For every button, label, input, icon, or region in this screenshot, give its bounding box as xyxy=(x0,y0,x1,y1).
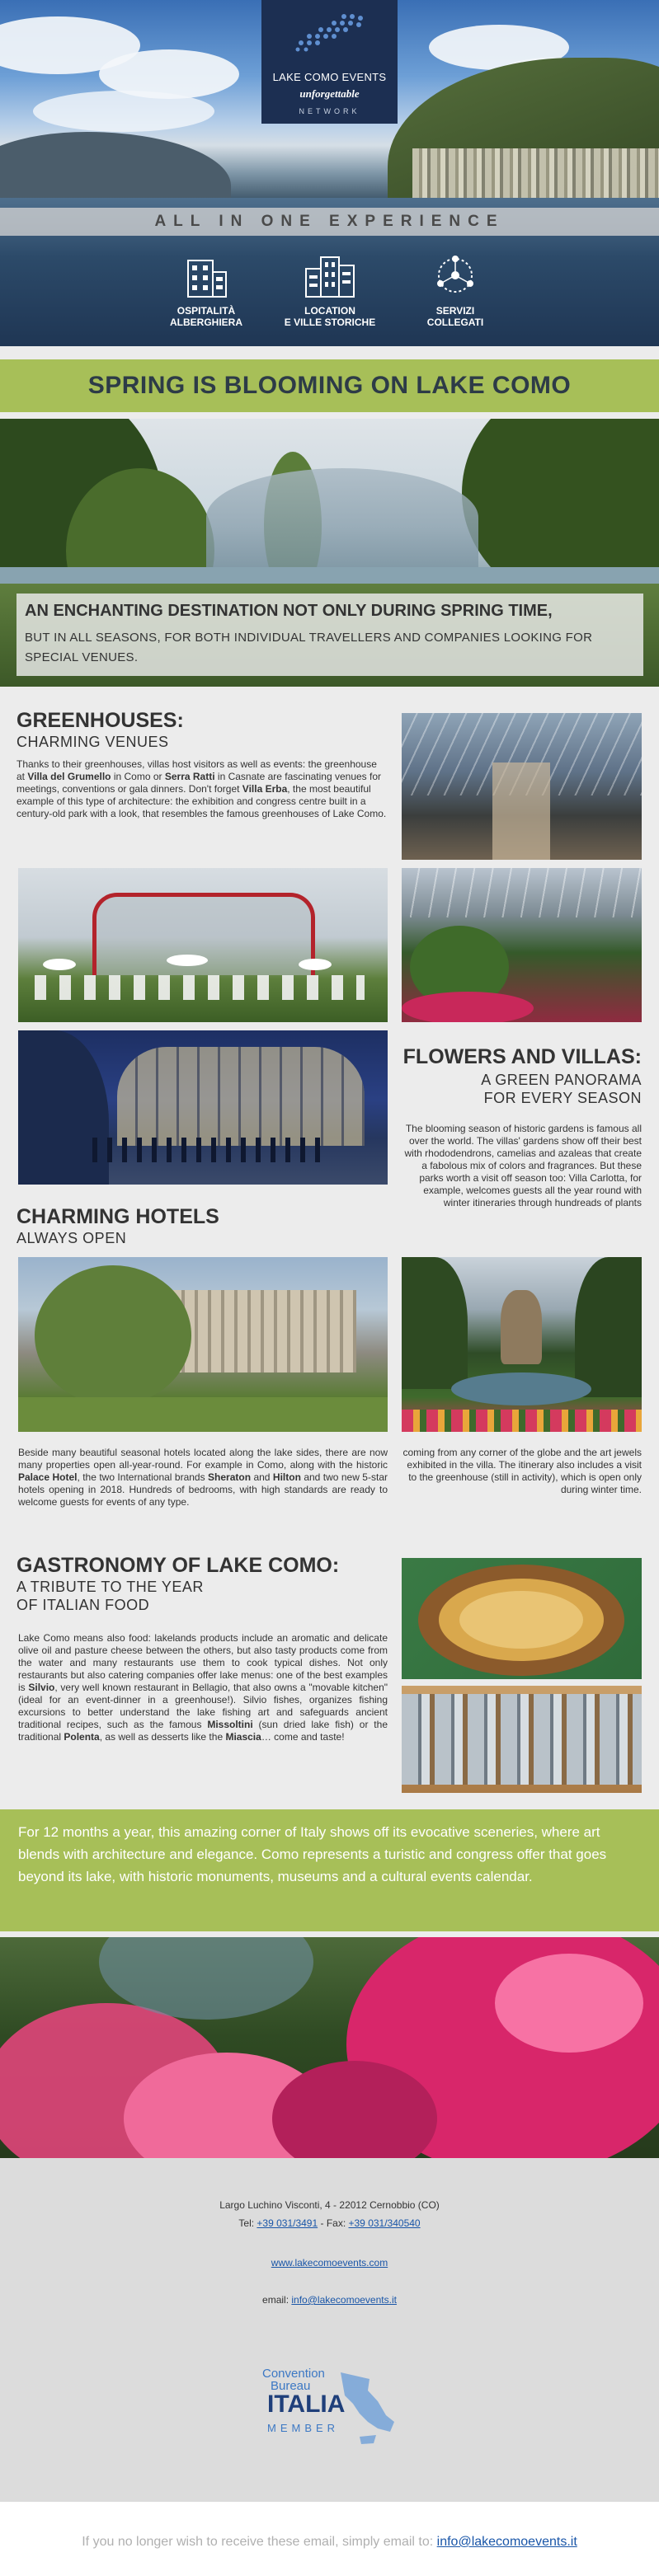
hotels-subtitle: ALWAYS OPEN xyxy=(16,1230,127,1246)
unsubscribe-email-link[interactable]: info@lakecomoevents.it xyxy=(436,2535,577,2549)
greenhouse-plants-photo xyxy=(402,868,642,1022)
greenhouse-interior-photo xyxy=(402,713,642,860)
logo-dots-icon xyxy=(294,12,369,53)
logo-tagline: unforgettable xyxy=(299,87,360,100)
flowers-text: The blooming season of historic gardens is famous all over the world. The villas' gardens show off their best with rhododendrons, camelias and azaleas that create a fabolous mix of colors and fragrances. But these parks worth a visit off season too: Villa Carlotta, for example, welcomes guests all the year round with winter itineraries through hundreads of plants xyxy=(404,1123,642,1208)
greenhouses-text: Thanks to their greenhouses, villas host visitors as well as events: the greenhouse at Villa del Grumello in Como or Serra Ratti in Casnate are fascinating venues for meetings, conventions or gala dinners. Don't forget Villa Erba, the most beautiful example of this type of architecture: the exhibition and congress centre built in a century-old park with a look, that resembles the famous greenhouses of Lake Como. xyxy=(16,758,387,819)
service-line2: COLLEGATI xyxy=(426,317,484,328)
caption-line1: AN ENCHANTING DESTINATION NOT ONLY DURING SPRING TIME, xyxy=(25,602,553,620)
service-location[interactable] xyxy=(276,252,384,328)
all-in-one-band: ALL IN ONE EXPERIENCE xyxy=(0,208,659,236)
palace-hotel-photo xyxy=(18,1257,388,1432)
flowers-subtitle-2: FOR EVERY SEASON xyxy=(483,1090,642,1106)
gastronomy-title: GASTRONOMY OF LAKE COMO: xyxy=(16,1554,340,1577)
service-line2: E VILLE STORICHE xyxy=(284,317,376,328)
page-title: SPRING IS BLOOMING ON LAKE COMO xyxy=(87,372,572,399)
service-line2: ALBERGHIERA xyxy=(169,317,242,328)
cb-member: MEMBER xyxy=(267,2422,340,2434)
como-summary-band xyxy=(0,1809,659,1931)
hero-banner xyxy=(0,0,659,346)
hotels-text: Beside many beautiful seasonal hotels located along the lake sides, there are now many properties open all-year-round. For example in Como, along with the historic Palace Hotel, the two International brands Sheraton and Hilton and two new 5-star hotels opening in 2018. Hundreds of bedrooms, with high standards are ready to welcome guests for events of any type. xyxy=(18,1447,388,1508)
footer-address: Largo Luchino Visconti, 4 - 22012 Cernobbio (CO) xyxy=(219,2199,440,2211)
flowers-subtitle-1: A GREEN PANORAMA xyxy=(481,1072,642,1088)
gastronomy-subtitle-1: A TRIBUTE TO THE YEAR xyxy=(16,1579,204,1595)
logo-title: LAKE COMO EVENTS xyxy=(272,71,387,83)
flowers-text-continued: coming from any corner of the globe and the art jewels exhibited in the villa. The itinerary also includes a visit to the greenhouse (still in activity), which is open only during winter time. xyxy=(402,1447,642,1495)
greenhouse-night-photo xyxy=(18,1030,388,1185)
unsubscribe-bar xyxy=(0,2502,659,2576)
caption-line2: BUT IN ALL SEASONS, FOR BOTH INDIVIDUAL TRAVELLERS AND COMPANIES LOOKING FOR SPECIAL VENUES. xyxy=(25,631,593,664)
service-line1: SERVIZI xyxy=(435,305,475,317)
greenhouse-event-photo xyxy=(18,868,388,1022)
service-hospitality[interactable] xyxy=(153,252,260,328)
service-related[interactable] xyxy=(402,252,509,328)
service-line1: LOCATION xyxy=(304,305,355,317)
logo-network: NETWORK xyxy=(299,107,360,115)
greenhouses-title: GREENHOUSES: xyxy=(16,709,184,732)
villa-carlotta-garden-photo xyxy=(402,1257,642,1432)
azalea-photo xyxy=(0,1937,659,2158)
footer xyxy=(0,2158,659,2502)
title-band xyxy=(0,359,659,412)
lake-como-events-logo[interactable] xyxy=(261,0,398,124)
greenhouses-subtitle: CHARMING VENUES xyxy=(16,734,169,750)
unsubscribe-line: If you no longer wish to receive these email, simply email to: info@lakecomoevents.it xyxy=(82,2535,577,2549)
cb-italia: ITALIA xyxy=(267,2391,346,2418)
services-network-icon xyxy=(431,252,480,298)
footer-website-line xyxy=(0,2257,659,2269)
flowers-title: FLOWERS AND VILLAS: xyxy=(402,1045,642,1068)
footer-phone-line: Tel: +39 031/3491 - Fax: +39 031/340540 xyxy=(238,2217,421,2229)
gastronomy-subtitle-2: OF ITALIAN FOOD xyxy=(16,1597,150,1613)
cb-bureau: Bureau xyxy=(271,2379,311,2393)
missoltini-fish-photo xyxy=(402,1686,642,1793)
como-summary-text: For 12 months a year, this amazing corner of Italy shows off its evocative sceneries, where art blends with architecture and elegance. Como represents a turistic and congress offer that goes beyond its lake, with historic monuments, museums and a cultural events calendar. xyxy=(18,1824,607,1884)
footer-email-line: email: info@lakecomoevents.it xyxy=(262,2294,397,2306)
hotels-title: CHARMING HOTELS xyxy=(16,1205,219,1228)
service-line1: OSPITALITÀ xyxy=(177,305,236,317)
garden-caption xyxy=(16,594,643,676)
hotel-building-icon xyxy=(181,252,231,298)
convention-bureau-italia-logo[interactable] xyxy=(262,2364,402,2455)
fax-link[interactable]: +39 031/340540 xyxy=(348,2217,421,2229)
website-link[interactable]: www.lakecomoevents.com xyxy=(271,2257,388,2269)
email-link[interactable]: info@lakecomoevents.it xyxy=(291,2294,397,2306)
gastronomy-text: Lake Como means also food: lakelands products include an aromatic and delicate olive oil and pasture cheese between the others, but also tasty products come from the water and many restaurants use them to cook typical dishes. Not only restaurants but also catering companies offer lake menus: one of the best examples is Silvio, very well known restaurant in Bellagio, that also owns a "movable kitchen" (ideal for an event-dinner in a greenhouse!). Silvio fishes, organizes fishing excursions to better understand the lake fishing art and safeguards ancient traditional recipes, such as the famous Missoltini (sun dried lake fish) or the traditional Polenta, as well as desserts like the Miascia… come and taste! xyxy=(18,1632,388,1743)
polenta-dish-photo xyxy=(402,1558,642,1679)
villa-buildings-icon xyxy=(301,252,359,298)
phone-link[interactable]: +39 031/3491 xyxy=(257,2217,318,2229)
cb-convention: Convention xyxy=(262,2367,325,2381)
